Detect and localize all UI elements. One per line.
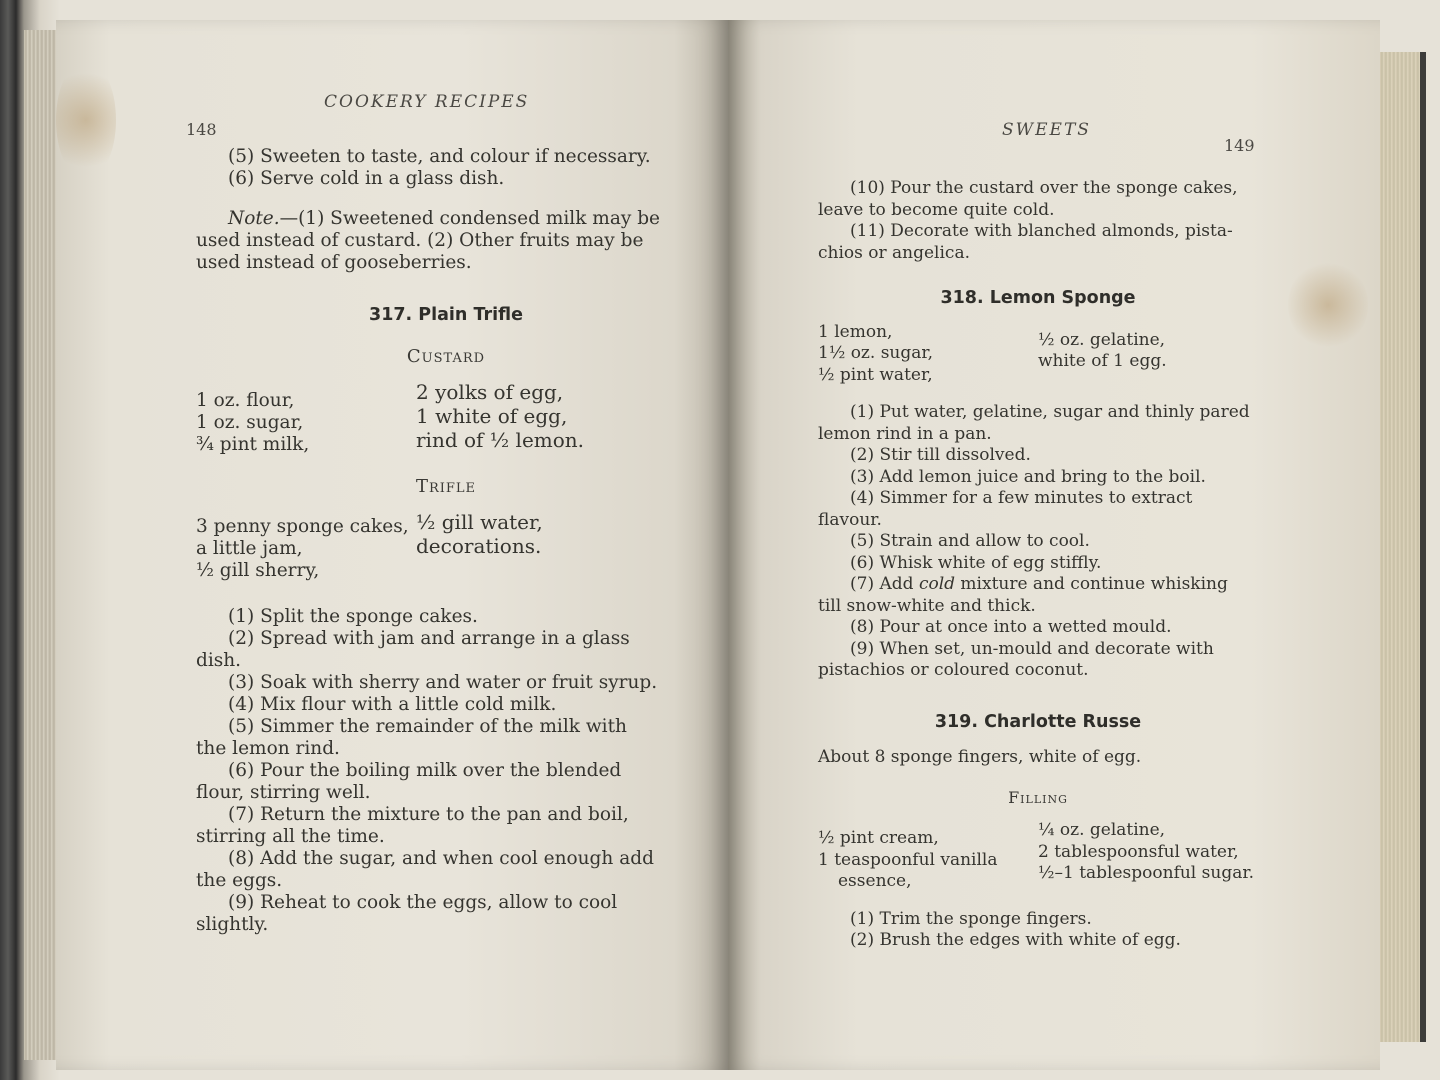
recipe-title-317: 317. Plain Trifle: [369, 305, 523, 325]
intro-line: About 8 sponge fingers, white of egg.: [818, 747, 1142, 767]
step-line: (9) When set, un-mould and decorate with: [850, 638, 1214, 659]
step-line: leave to become quite cold.: [818, 199, 1055, 220]
right-text-block: [818, 178, 1258, 952]
step-line: the lemon rind.: [196, 738, 340, 759]
ingredient: 1 oz. flour,: [196, 390, 295, 411]
step-line: [818, 574, 1258, 596]
step-line: flavour.: [818, 509, 882, 530]
running-head-right: SWEETS: [1002, 120, 1091, 140]
step-line: (1) Split the sponge cakes.: [228, 606, 478, 627]
step-line: (6) Whisk white of egg stiffly.: [850, 552, 1102, 573]
step-line: (5) Simmer the remainder of the milk with: [228, 716, 627, 737]
step-line: dish.: [196, 650, 242, 671]
trifle-heading: Trifle: [415, 476, 477, 497]
recipe-title-319: 319. Charlotte Russe: [934, 711, 1142, 732]
step-text: mixture and continue whisking: [955, 574, 1228, 594]
note-label: Note.: [228, 208, 280, 229]
ingredient: rind of ½ lemon.: [416, 428, 585, 452]
step-text-italic: cold: [918, 574, 956, 594]
ingredient: 1½ oz. sugar,: [818, 343, 934, 363]
ingredient: 1 lemon,: [818, 321, 893, 342]
step-line: lemon rind in a pan.: [818, 423, 992, 444]
ingredient: 1 oz. sugar,: [196, 412, 304, 433]
ingredient: ½–1 tablespoonful sugar.: [1038, 863, 1255, 883]
step-line: (5) Sweeten to taste, and colour if necessary.: [228, 146, 651, 167]
custard-ingredients: [196, 380, 696, 456]
note-line: used instead of custard. (2) Other fruits may be: [196, 230, 644, 251]
ingredient: ¼ oz. gelatine,: [1038, 820, 1166, 840]
ingredient: essence,: [838, 871, 912, 891]
lemon-sponge-ingredients: [818, 322, 1258, 387]
recipe-title-318: 318. Lemon Sponge: [940, 288, 1136, 308]
page-number-right: 149: [1224, 136, 1255, 155]
note-line: used instead of gooseberries.: [196, 252, 472, 273]
ingredient: 1 teaspoonful vanilla: [818, 849, 998, 870]
step-line: (3) Add lemon juice and bring to the boil.: [850, 466, 1206, 487]
step-line: (9) Reheat to cook the eggs, allow to cool: [228, 892, 618, 913]
step-line: (6) Pour the boiling milk over the blended: [228, 760, 622, 781]
custard-heading: Custard: [406, 346, 486, 367]
ingredient: 2 tablespoonsful water,: [1038, 841, 1239, 862]
left-page-edges: [24, 30, 56, 1060]
ingredient: 3 penny sponge cakes,: [196, 516, 409, 537]
ingredient: ½ gill sherry,: [196, 560, 320, 581]
left-text-block: [196, 146, 696, 936]
note-text: —(1) Sweetened condensed milk may be: [279, 208, 660, 229]
ingredient: white of 1 egg.: [1038, 351, 1167, 371]
step-line: (7) Return the mixture to the pan and boil,: [228, 804, 629, 825]
running-head-left: COOKERY RECIPES: [324, 92, 530, 112]
step-text: (7) Add: [850, 574, 919, 594]
right-page: [728, 20, 1380, 1070]
ingredient: 1 white of egg,: [416, 404, 568, 428]
step-line: stirring all the time.: [196, 826, 385, 847]
step-line: pistachios or coloured coconut.: [818, 660, 1089, 680]
step-line: (6) Serve cold in a glass dish.: [228, 168, 505, 189]
step-line: (4) Simmer for a few minutes to extract: [850, 488, 1193, 508]
step-line: till snow-white and thick.: [818, 595, 1036, 616]
ingredient: ½ oz. gelatine,: [1038, 329, 1166, 350]
step-line: flour, stirring well.: [196, 782, 371, 803]
left-page: [56, 20, 728, 1070]
ingredient: decorations.: [416, 534, 542, 558]
filling-ingredients: [818, 820, 1258, 893]
step-line: (1) Trim the sponge fingers.: [850, 908, 1092, 929]
step-line: (3) Soak with sherry and water or fruit syrup.: [228, 672, 658, 693]
step-line: (4) Mix flour with a little cold milk.: [228, 694, 557, 715]
step-line: (8) Add the sugar, and when cool enough add: [228, 848, 654, 869]
stain: [1288, 260, 1368, 350]
filling-heading: Filling: [1008, 787, 1068, 807]
step-line: (2) Stir till dissolved.: [850, 445, 1031, 465]
step-line: (2) Spread with jam and arrange in a glass: [228, 628, 630, 649]
step-line: (2) Brush the edges with white of egg.: [850, 930, 1181, 950]
stain: [56, 60, 116, 180]
ingredient: ½ gill water,: [416, 510, 543, 534]
step-line: (8) Pour at once into a wetted mould.: [850, 617, 1172, 637]
page-number-left: 148: [186, 120, 217, 139]
note-line: [196, 208, 696, 230]
step-line: chios or angelica.: [818, 242, 970, 263]
step-line: (1) Put water, gelatine, sugar and thinly pared: [850, 402, 1250, 422]
right-page-edges: [1380, 52, 1426, 1042]
ingredient: ½ pint water,: [818, 364, 933, 385]
step-line: (11) Decorate with blanched almonds, pista-: [850, 221, 1233, 241]
ingredient: ½ pint cream,: [818, 828, 939, 848]
step-line: the eggs.: [196, 870, 283, 891]
step-line: slightly.: [196, 914, 269, 935]
ingredient: 2 yolks of egg,: [416, 380, 564, 404]
step-line: (10) Pour the custard over the sponge cakes,: [850, 178, 1238, 198]
trifle-ingredients: [196, 510, 696, 582]
ingredient: ¾ pint milk,: [196, 434, 310, 455]
step-line: (5) Strain and allow to cool.: [850, 531, 1090, 551]
ingredient: a little jam,: [196, 538, 303, 559]
